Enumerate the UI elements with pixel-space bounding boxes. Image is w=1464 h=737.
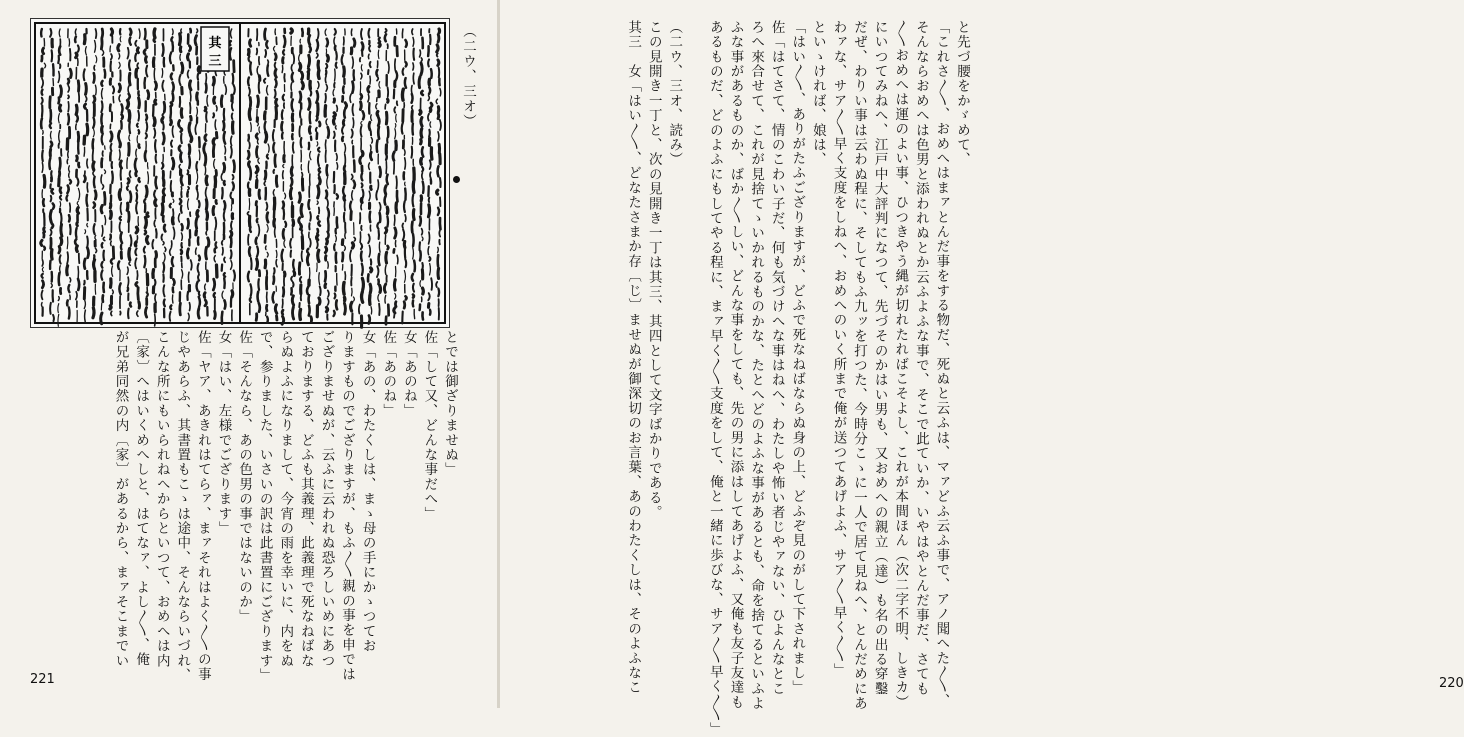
right-text-column: （二ウ、三オ、読み） xyxy=(666,20,683,167)
left-text-column: 女「あの、わたくしは、まゝ母の手にかゝつてお xyxy=(359,330,376,654)
right-text-column: 其三 女「はい〳〵、どなたさまか存〔じ〕ませぬが御深切のお言葉、あのわたくしは、そのよふなこ xyxy=(625,20,642,695)
left-text-column: こんな所にもいられねへからといつて、おめへは内 xyxy=(153,330,170,669)
svg-text:其: 其 xyxy=(208,36,222,51)
right-text-column: にいつてみねへ、江戸中大評判になつて、先づそのかはい男も、又おめへの親立（達）も名の出る穿鑿 xyxy=(871,20,888,697)
right-page xyxy=(500,0,1464,737)
right-text-column: そんならおめへは色男と添われぬとか云ふよふな事で、そこで此ていか、いやはやとんだ事だ、さても xyxy=(912,20,929,697)
right-text-column: 「これさ〳〵、おめへはまァとんだ事をする物だ、死ぬと云ふは、マァどふ云ふ事で、アノ聞へた〳〵、 xyxy=(933,20,950,709)
page-number-left: 221 xyxy=(30,672,55,687)
right-text-body xyxy=(623,20,973,737)
right-text-column: 〳〵おめへは運のよい事、ひつきやう縄が切れたればこそよし、これが本間ほん（次二字不明、しきカ） xyxy=(892,20,909,710)
right-text-column: 佐「はてさて、情のこわい子だ、何も気づけへな事はねへ、わたしや怖い者じやァない、ひよんなとこ xyxy=(768,20,785,697)
left-text-column: ござりませぬが、云ふに云われぬ恐ろしいめにあつ xyxy=(318,330,335,669)
left-text-column: 佐「して又、どんな事だへ」 xyxy=(421,330,438,522)
left-text-column: で、参りました、いさいの訳は此書置にござります」 xyxy=(256,330,273,683)
left-text-column: らぬよふになりまして、今宵の雨を幸いに、内をぬ xyxy=(277,330,294,669)
right-text-column: だぜ、わりい事は云わぬ程に、そしてもふ九ッを打つた、今時分こゝに一人で居て見ねへ、とんだめにあ xyxy=(851,20,868,711)
left-text-column: 佐「そんなら、あの色男の事ではないのか」 xyxy=(236,330,253,624)
right-text-column: この見開き一丁と、次の見開き一丁は其三、其四として文字ばかりである。 xyxy=(645,20,662,520)
right-text-column: ふな事があるものか、ばか〳〵しい、どんな事をしても、先の男に添はしてあげよふ、又俺も友子友達も xyxy=(727,20,744,710)
right-text-column xyxy=(684,20,704,660)
left-text-column: 〔家〕へはいくめへしと、はてなァ、よし〳〵、俺 xyxy=(133,330,150,667)
left-text-column: が兄弟同然の内〔家〕があるから、まァそこまでい xyxy=(112,330,129,669)
left-page xyxy=(0,0,498,708)
right-text-column: わァな、サア〳〵早く支度をしねへ、おめへのいく所まで俺が送つてあげよふ、サア〳〵早く〳〵」 xyxy=(830,20,847,678)
left-text-column: 女「あのね」 xyxy=(400,330,417,419)
image-caption: （二ウ、三オ） xyxy=(460,24,476,129)
left-text-body xyxy=(110,330,460,683)
bullet-dot xyxy=(453,176,460,183)
left-text-column: 佐「ヤア、あきれはてらァ、まァそれはよく〳〵の事 xyxy=(194,330,211,682)
right-text-column: といゝければ、娘は、 xyxy=(809,20,826,167)
left-text-column: ておりまする、どふも其義理、此義理で死なねばな xyxy=(297,330,314,669)
svg-text:三: 三 xyxy=(208,54,222,69)
page-number-right: 220 xyxy=(1439,676,1464,691)
right-text-column: あるものだ、どのよふにもしてやる程に、まァ早く〳〵支度をして、俺と一緒に歩びな、サア〳〵早く〳〵」 xyxy=(706,20,723,737)
left-text-column: 女「はい、左様でござります」 xyxy=(215,330,232,536)
left-text-column: 佐「あのね」 xyxy=(380,330,397,419)
left-text-column: じやあらふ、其書置もこゝは途中、そんならいづれ、 xyxy=(174,330,191,683)
right-text-column: 「はい〳〵、ありがたふござりますが、どふで死なねばならぬ身の上、どふぞ見のがして下されまし」 xyxy=(789,20,806,695)
right-text-column: ろへ來合せて、これが見捨てゝいかれるものかな、たとへどのよふな事があるとも、命を捨てるといふよ xyxy=(748,20,765,711)
right-text-column: と先づ腰をかゞめて、 xyxy=(954,20,970,167)
woodblock-print-image xyxy=(30,18,450,328)
left-text-column: りますものでござりますが、もふ〳〵親の事を申では xyxy=(339,330,356,682)
left-text-column: とでは御ざりませぬ」 xyxy=(442,330,458,477)
